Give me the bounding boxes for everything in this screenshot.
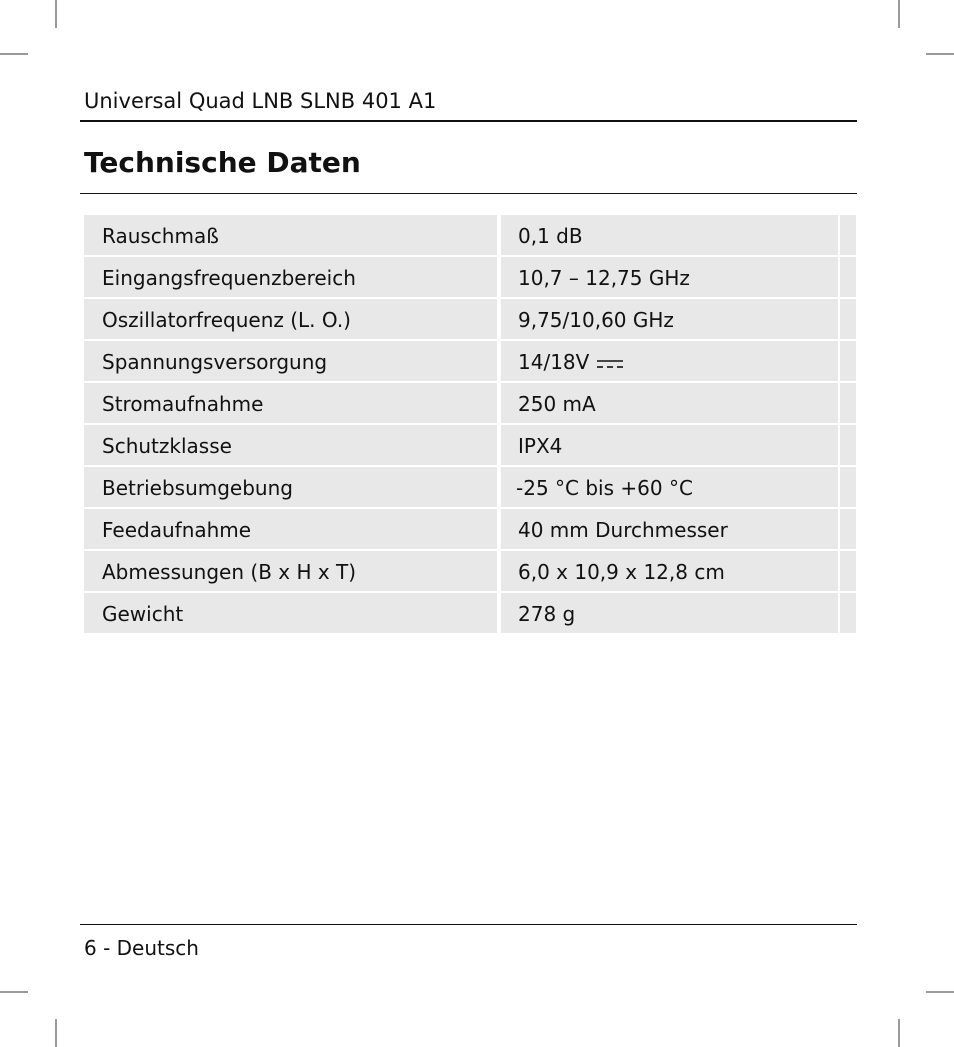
spec-table (84, 215, 856, 633)
crop-mark-top-right-vertical (898, 0, 900, 28)
spec-value-text: -25 °C bis +60 °C (516, 476, 693, 500)
table-row (84, 509, 856, 549)
spec-value (501, 383, 856, 423)
spec-value (501, 425, 856, 465)
spec-label: Feedaufnahme (84, 509, 497, 549)
crop-mark-bottom-right-horizontal (926, 991, 954, 993)
section-title: Technische Daten (84, 146, 361, 179)
spec-value-text: 10,7 – 12,75 GHz (518, 266, 690, 290)
page-footer: 6 - Deutsch (84, 936, 199, 960)
crop-mark-bottom-left-horizontal (0, 991, 28, 993)
spec-label: Oszillatorfrequenz (L. O.) (84, 299, 497, 339)
table-row (84, 341, 856, 381)
table-row (84, 299, 856, 339)
crop-mark-bottom-right-vertical (898, 1019, 900, 1047)
spec-value (501, 467, 856, 507)
spec-label: Eingangsfrequenzbereich (84, 257, 497, 297)
spec-value-text: 40 mm Durchmesser (518, 518, 728, 542)
section-rule (80, 193, 857, 194)
spec-label: Stromaufnahme (84, 383, 497, 423)
spec-value-text: 278 g (518, 602, 576, 626)
crop-mark-top-right-horizontal (926, 53, 954, 55)
table-row (84, 551, 856, 591)
table-row (84, 425, 856, 465)
spec-label: Schutzklasse (84, 425, 497, 465)
table-row (84, 593, 856, 633)
spec-value (501, 299, 856, 339)
dc-current-icon (597, 359, 623, 369)
crop-mark-bottom-left-vertical (55, 1019, 57, 1047)
spec-value (501, 509, 856, 549)
table-row (84, 257, 856, 297)
spec-value-text: 6,0 x 10,9 x 12,8 cm (518, 560, 725, 584)
spec-label: Betriebsumgebung (84, 467, 497, 507)
footer-rule (80, 924, 857, 925)
spec-value-text: 0,1 dB (518, 224, 583, 248)
spec-value (501, 257, 856, 297)
spec-label: Spannungsversorgung (84, 341, 497, 381)
document-header-title: Universal Quad LNB SLNB 401 A1 (84, 89, 437, 113)
spec-label: Abmessungen (B x H x T) (84, 551, 497, 591)
spec-value (501, 341, 856, 381)
spec-value-text: IPX4 (518, 434, 563, 458)
crop-mark-top-left-vertical (55, 0, 57, 28)
spec-value (501, 215, 856, 255)
spec-value-text: 9,75/10,60 GHz (518, 308, 674, 332)
spec-value-text: 14/18V (518, 350, 590, 374)
header-rule (80, 120, 857, 122)
spec-value-text: 250 mA (518, 392, 596, 416)
spec-value (501, 593, 856, 633)
spec-label: Rauschmaß (84, 215, 497, 255)
crop-mark-top-left-horizontal (0, 53, 28, 55)
spec-label: Gewicht (84, 593, 497, 633)
table-row (84, 467, 856, 507)
table-row (84, 215, 856, 255)
table-row (84, 383, 856, 423)
spec-value (501, 551, 856, 591)
